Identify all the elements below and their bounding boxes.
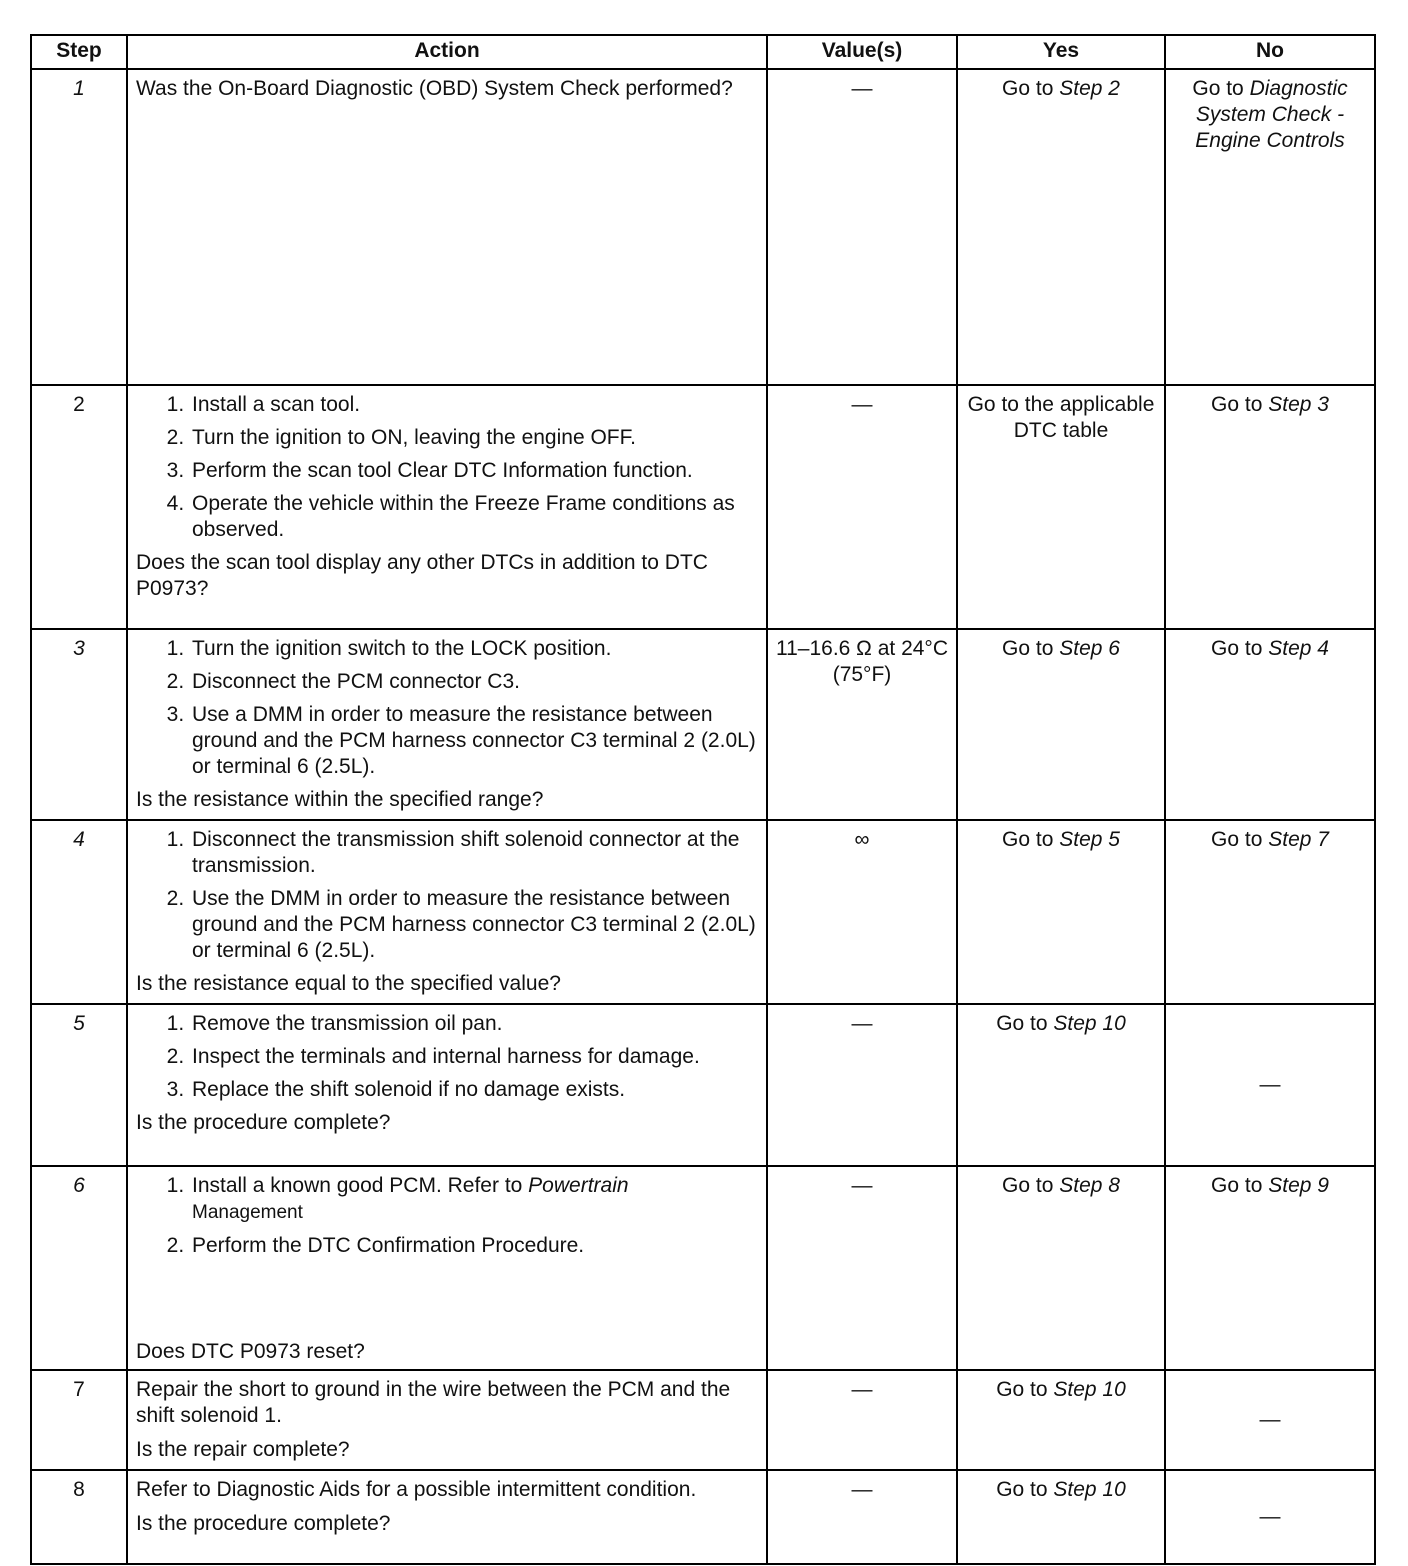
yes-cell [957, 1470, 1165, 1564]
step-number: 7 [31, 1370, 127, 1470]
no-ref: Step 7 [1268, 828, 1329, 851]
action-item: 1. Remove the transmission oil pan. [190, 1011, 758, 1037]
table-row [31, 820, 1375, 1004]
yes-ref: Step 2 [1059, 77, 1120, 100]
action-list [136, 392, 758, 543]
no-cell [1165, 820, 1375, 1004]
action-item: 2. Use the DMM in order to measure the resistance between ground and the PCM harness connector C3 terminal 2 (2.0L) or terminal 6 (2.5L). [190, 886, 758, 964]
action-cell [127, 1470, 767, 1564]
action-item [190, 1173, 758, 1226]
value-cell: — [767, 1470, 957, 1564]
value-cell: ∞ [767, 820, 957, 1004]
yes-prefix: Go to [1002, 637, 1060, 660]
action-item-ref: Powertrain [528, 1174, 629, 1197]
table-row [31, 1166, 1375, 1370]
header-action: Action [127, 35, 767, 69]
action-question: Does DTC P0973 reset? [136, 1340, 365, 1363]
action-list [136, 1173, 758, 1259]
yes-prefix: Go to [1002, 77, 1060, 100]
no-ref: Step 9 [1268, 1174, 1329, 1197]
action-cell [127, 1166, 767, 1370]
yes-ref: Step 10 [1053, 1012, 1126, 1035]
diagnostic-table [30, 34, 1376, 1565]
no-cell [1165, 69, 1375, 385]
step-number: 3 [31, 629, 127, 820]
no-ref: Diagnostic System Check - Engine Controls [1195, 77, 1348, 152]
value-cell: 11–16.6 Ω at 24°C (75°F) [767, 629, 957, 820]
yes-ref: Step 5 [1059, 828, 1120, 851]
action-text: Repair the short to ground in the wire between the PCM and the shift solenoid 1. [136, 1378, 731, 1427]
action-item: 2. Disconnect the PCM connector C3. [190, 669, 758, 695]
action-cell [127, 1004, 767, 1166]
step-number: 2 [31, 385, 127, 629]
action-cell [127, 629, 767, 820]
no-prefix: Go to [1211, 393, 1269, 416]
step-number: 4 [31, 820, 127, 1004]
step-number: 1 [31, 69, 127, 385]
yes-prefix: Go to [1002, 828, 1060, 851]
no-cell: — [1165, 1370, 1375, 1470]
yes-prefix: Go to [1002, 1174, 1060, 1197]
yes-ref: Step 8 [1059, 1174, 1120, 1197]
header-values: Value(s) [767, 35, 957, 69]
action-question: Is the resistance within the specified range? [136, 788, 544, 811]
action-question: Does the scan tool display any other DTCs in addition to DTC P0973? [136, 551, 708, 600]
step-number: 5 [31, 1004, 127, 1166]
action-item: 2. Perform the DTC Confirmation Procedure. [190, 1233, 758, 1259]
step-number: 6 [31, 1166, 127, 1370]
yes-cell [957, 629, 1165, 820]
action-item: 3. Use a DMM in order to measure the resistance between ground and the PCM harness connector C3 terminal 2 (2.0L) or terminal 6 (2.5L). [190, 702, 758, 780]
value-cell: — [767, 1166, 957, 1370]
action-question: Is the procedure complete? [136, 1512, 391, 1535]
action-list [136, 636, 758, 780]
header-row [31, 35, 1375, 69]
value-cell: — [767, 385, 957, 629]
yes-cell [957, 820, 1165, 1004]
action-question: Is the repair complete? [136, 1438, 350, 1461]
table-row [31, 385, 1375, 629]
table-row [31, 629, 1375, 820]
action-question: Is the procedure complete? [136, 1111, 391, 1134]
step-number: 8 [31, 1470, 127, 1564]
value-cell: — [767, 1004, 957, 1166]
action-item-text: Install a known good PCM. Refer to [192, 1174, 529, 1197]
yes-cell [957, 69, 1165, 385]
no-prefix: Go to [1211, 637, 1269, 660]
action-cell [127, 69, 767, 385]
yes-ref: Step 10 [1053, 1478, 1126, 1501]
action-cell [127, 820, 767, 1004]
no-cell [1165, 1166, 1375, 1370]
table-row [31, 69, 1375, 385]
yes-prefix: Go to [996, 1478, 1054, 1501]
action-item: 1. Turn the ignition switch to the LOCK position. [190, 636, 758, 662]
action-cell [127, 1370, 767, 1470]
yes-prefix: Go to [996, 1012, 1054, 1035]
no-prefix: Go to [1192, 77, 1250, 100]
no-prefix: Go to [1211, 828, 1269, 851]
header-no: No [1165, 35, 1375, 69]
header-yes: Yes [957, 35, 1165, 69]
no-prefix: Go to [1211, 1174, 1269, 1197]
no-ref: Step 3 [1268, 393, 1329, 416]
action-item: 3. Replace the shift solenoid if no damage exists. [190, 1077, 758, 1103]
yes-prefix: Go to [996, 1378, 1054, 1401]
action-text: Was the On-Board Diagnostic (OBD) System Check performed? [136, 77, 733, 100]
yes-cell [957, 1166, 1165, 1370]
yes-cell: Go to the applicable DTC table [957, 385, 1165, 629]
action-item: 4. Operate the vehicle within the Freeze Frame conditions as observed. [190, 491, 758, 543]
table-row [31, 1004, 1375, 1166]
no-cell: — [1165, 1470, 1375, 1564]
action-cell [127, 385, 767, 629]
table-row [31, 1470, 1375, 1564]
action-item: 2. Inspect the terminals and internal harness for damage. [190, 1044, 758, 1070]
action-text: Refer to Diagnostic Aids for a possible intermittent condition. [136, 1478, 697, 1501]
action-item: 1. Disconnect the transmission shift solenoid connector at the transmission. [190, 827, 758, 879]
yes-ref: Step 6 [1059, 637, 1120, 660]
action-item: 1. Install a scan tool. [190, 392, 758, 418]
value-cell: — [767, 69, 957, 385]
yes-ref: Step 10 [1053, 1378, 1126, 1401]
yes-cell [957, 1370, 1165, 1470]
no-ref: Step 4 [1268, 637, 1329, 660]
yes-cell [957, 1004, 1165, 1166]
action-question: Is the resistance equal to the specified value? [136, 972, 561, 995]
action-item: 2. Turn the ignition to ON, leaving the engine OFF. [190, 425, 758, 451]
no-cell: — [1165, 1004, 1375, 1166]
header-step: Step [31, 35, 127, 69]
action-item: 3. Perform the scan tool Clear DTC Information function. [190, 458, 758, 484]
action-list [136, 1011, 758, 1103]
value-cell: — [767, 1370, 957, 1470]
action-list [136, 827, 758, 964]
no-cell [1165, 629, 1375, 820]
table-row [31, 1370, 1375, 1470]
no-cell [1165, 385, 1375, 629]
action-item-tail: Management [192, 1202, 303, 1223]
